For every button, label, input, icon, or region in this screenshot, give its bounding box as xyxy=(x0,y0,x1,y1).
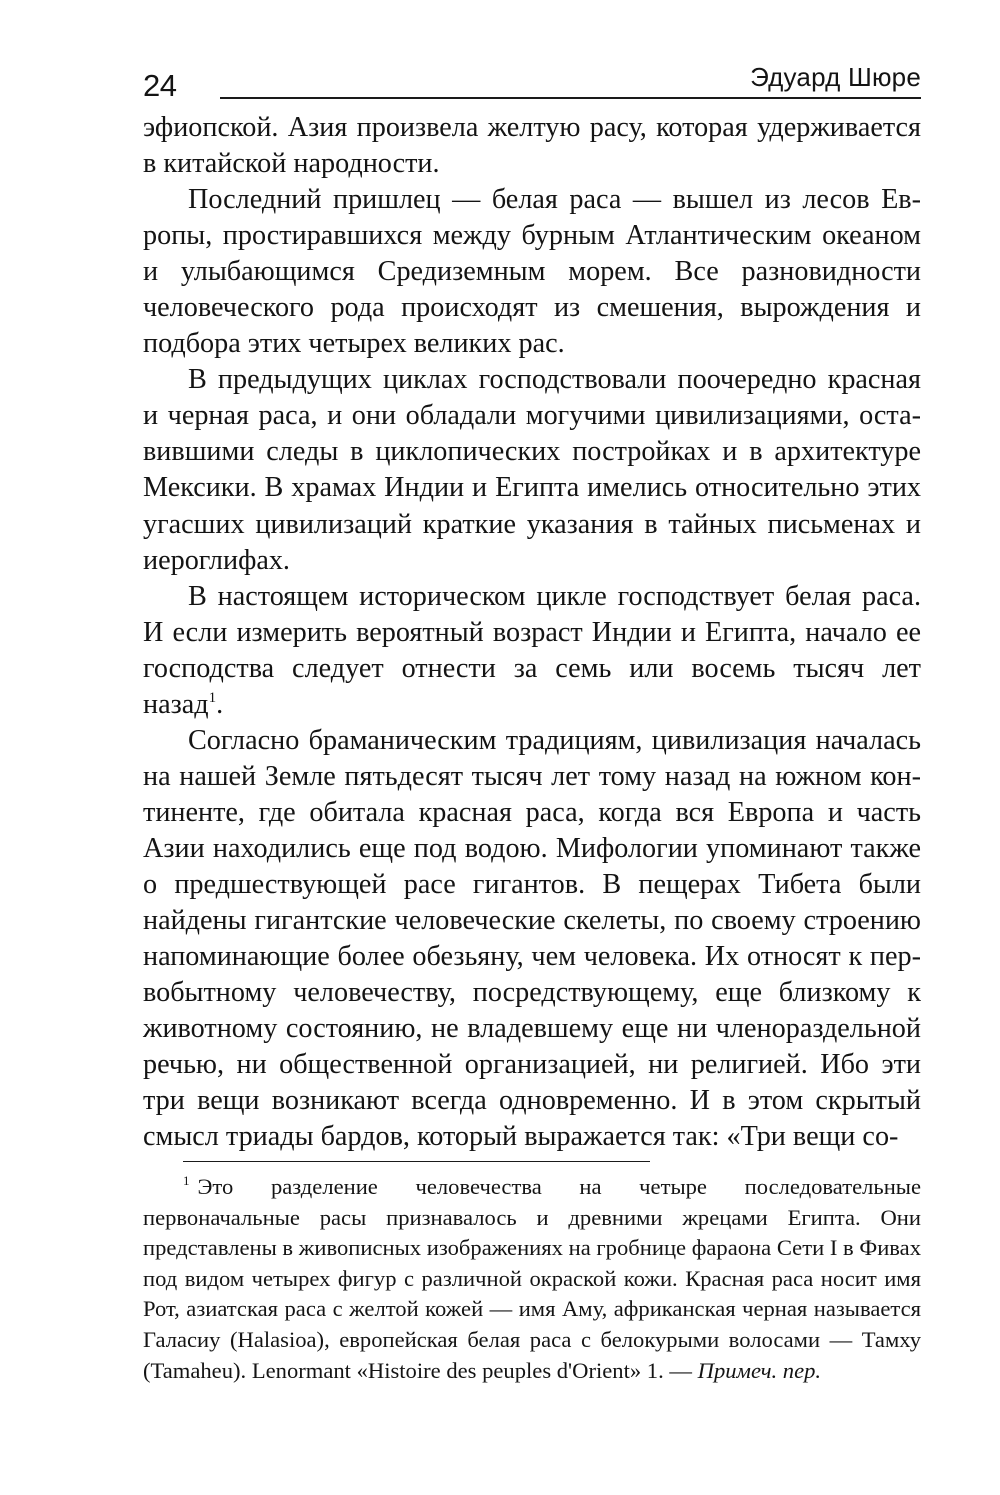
running-title: Эдуард Шюре xyxy=(750,62,921,92)
header-rule xyxy=(220,97,921,99)
footnote-reference[interactable]: 1 xyxy=(208,689,217,706)
footnote-rule xyxy=(183,1161,650,1162)
footnote-text: Это разделение человечества на четыре последовательные первоначальные расы признавалось и древними жрецами Египта. Они представлены в живописных изображениях на гробнице фараона Сети I в Фивах под видом четырех фигур с различной окраской кожи. Красная раса носит имя Рот, азиатская раса с желтой кожей — имя Аму, африканская черная называется Галасиу (Halasioa), европейская белая раса с белокурыми волосами — Тамху (Tamaheu). Lenormant «Histoire des peuples d'Orient» 1. — xyxy=(143,1174,921,1383)
paragraph: Согласно браманическим традициям, цивилизация началась на нашей Земле пятьдесят тысяч лет тому назад на южном континенте, где обитала красная раса, когда вся Европа и часть Азии находились еще под водою. Мифологии упоминают также о предшествующей расе гигантов. В пещерах Тибета были найдены гигантские человеческие скелеты, по своему строению напоминающие более обезьяну, чем человека. Их относят к первобытному человечеству, посредствующему, еще близкому к животному состоянию, не владевшему еще ни членораздельной речью, ни общественной организацией, ни религией. Ибо эти три вещи возникают всегда одновременно. И в этом скрытый смысл триады бардов, который выражается так: «Три вещи со- xyxy=(143,724,921,1153)
paragraph: эфиопской. Азия произвела желтую расу, которая удерживается в китайской народности. xyxy=(143,112,921,180)
translator-note: Примеч. пер. xyxy=(697,1357,822,1383)
running-head xyxy=(143,62,921,102)
body-text xyxy=(143,110,921,1155)
paragraph-end: . xyxy=(216,688,224,720)
paragraph: Последний пришлец — белая раса — вышел из лесов Европы, простиравшихся между бурным Атлантическим океаном и улыбающимся Средиземным морем. Все разновидности человеческого рода происходят из смешения, вырождения и подбора этих четырех великих рас. xyxy=(143,184,921,360)
footnote xyxy=(143,1172,921,1386)
footnote-paragraph xyxy=(143,1172,921,1386)
paragraph-text: В настоящем историческом цикле господствует белая раса. И если измерить вероятный возраст Индии и Египта, начало ее господства следует отнести за семь или восемь тысяч лет назад xyxy=(143,580,921,720)
paragraph: В предыдущих циклах господствовали поочередно красная и черная раса, и они обладали могучими цивилизациями, оставившими следы в циклопических постройках и в архитектуре Мексики. В храмах Индии и Египта имелись относительно этих угасших цивилизаций краткие указания в тайных письменах и иероглифах. xyxy=(143,364,921,576)
paragraph xyxy=(143,579,921,723)
page-number: 24 xyxy=(143,68,177,103)
footnote-number: 1 xyxy=(183,1173,190,1188)
